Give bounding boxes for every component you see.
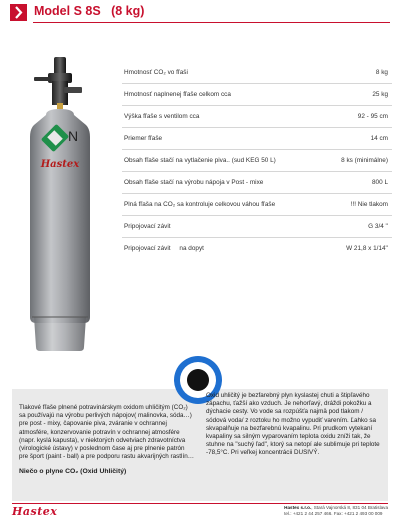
usage-description (19, 404, 194, 477)
spec-value: 92 - 95 cm (357, 113, 388, 120)
bottle-brand: Hastex (40, 159, 80, 170)
spec-label: Plná fľaša na CO₂ sa kontroluje celkovou váhou fľaše (124, 201, 276, 208)
spec-label: Pripojovací závit na dopyt (124, 245, 204, 252)
header-divider (33, 22, 390, 23)
spec-label: Priemer fľaše (124, 135, 163, 142)
spec-row (122, 194, 392, 216)
spec-value: G 3/4 '' (368, 223, 388, 230)
spec-value: 25 kg (372, 91, 388, 98)
spec-value: W 21,8 x 1/14'' (346, 245, 388, 252)
co2-paragraph: Oxid uhličitý je bezfarebný plyn kyslastej chuti a štipľavého zápachu, ťažší ako vzduch. Je nehorľavý, dráždi pokožku a dýchacie cesty. Vo vode sa rozpúšťa najmä pod tlakom / sódová voda/ z roztoku ho možno vypudiť varením. Ľahko sa skvapalňuje na bezfarebnú kvapalinu. Pri prudkom vytekaní kvapaliny sa silným vyparovaním teplota oxidu zníži tak, že stuhne na "suchý ľad", ktorý sa netopí ale sublimuje pri teplote -78,5°C. Pri veľkej koncentrácii DUSIVÝ. (206, 392, 380, 457)
spec-row (122, 128, 392, 150)
spec-row (122, 216, 392, 238)
spec-value: 14 cm (370, 135, 388, 142)
spec-row (122, 62, 392, 84)
page-title: Model S 8S (8 kg) (34, 4, 145, 18)
spec-row (122, 150, 392, 172)
company-phone-fax: tel.: +421 2 44 257 466. Fax: +421 2 493 00 009 (284, 511, 383, 516)
co2-description (206, 392, 384, 458)
company-name: Hastex s.r.o. (284, 505, 312, 510)
spec-value: 800 L (372, 179, 388, 186)
chevron-right-icon (10, 4, 27, 21)
company-contact (284, 505, 388, 517)
specifications-table (122, 62, 392, 259)
hastex-logo: Hastex (12, 505, 58, 518)
spec-row (122, 172, 392, 194)
footer-divider (12, 503, 388, 504)
co2-bottle-image (14, 55, 102, 355)
spec-row (122, 84, 392, 106)
spec-label: Obsah fľaše stačí na výrobu nápoja v Post - mixe (124, 179, 264, 186)
spec-label: Pripojovací závit (124, 223, 171, 230)
spec-label: Obsah fľaše stačí na vytlačenie piva.. (sud KEG 50 L) (124, 157, 276, 164)
bottle-letter: N (68, 128, 79, 144)
company-address: , Stará Vajnorská 8, 831 04 Bratislava (311, 505, 388, 510)
usage-paragraph: Tlakové fľaše plnené potravinárskym oxidom uhličitým (CO₂) sa používajú na výrobu perlivých nápojov( malinovka, sóda…) pre post - mixy, čapovanie piva, zváranie v ochrannej atmosfére, konzervovanie potravín v ochrannej atmosfére (napr. kyslá kapusta), v niektorých odvetviach zdravotníctva (virologické ústavy) v poslednom čase aj pre plnenie patrón pre šport (paint - ball) a pre podporu rastu akvarijných rastlín… (19, 404, 194, 461)
spec-value: !!! Nie tlakom (350, 201, 388, 208)
spec-row (122, 238, 392, 259)
spec-row (122, 106, 392, 128)
spec-value: 8 ks (minimálne) (341, 157, 388, 164)
spec-label: Výška fľaše s ventilom cca (124, 113, 200, 120)
spec-label: Hmotnosť CO₂ vo fľaši (124, 69, 188, 76)
spec-value: 8 kg (375, 69, 388, 76)
co2-section-title: Niečo o plyne CO₂ (Oxid Uhličitý) (19, 468, 127, 476)
page-header (0, 0, 400, 28)
spec-label: Hmotnosť naplnenej fľaše celkom cca (124, 91, 231, 98)
